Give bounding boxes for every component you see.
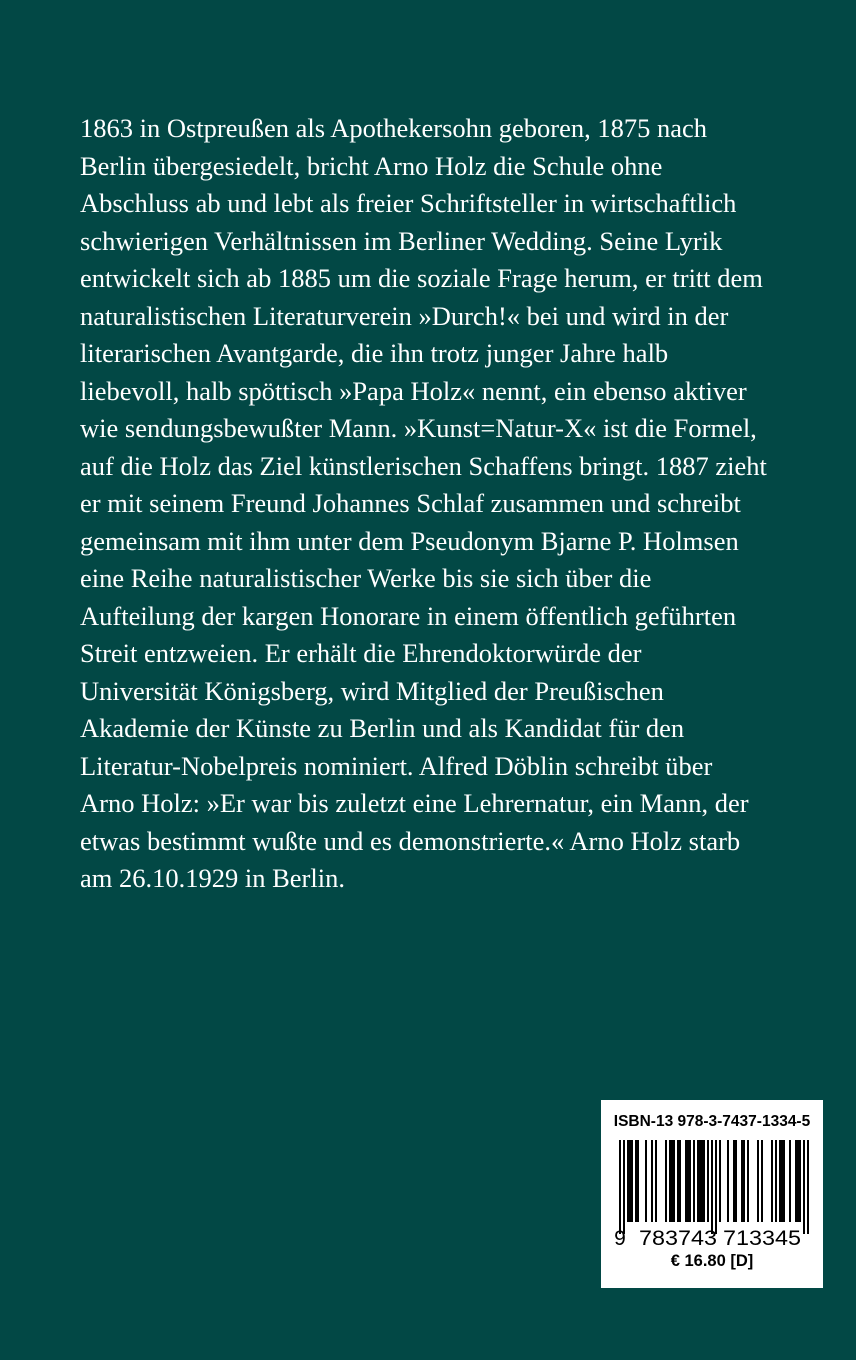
barcode-bar xyxy=(779,1140,781,1222)
barcode-bar xyxy=(789,1140,791,1222)
barcode-bar xyxy=(701,1140,703,1222)
barcode-bar xyxy=(635,1140,637,1222)
author-biography xyxy=(80,110,820,898)
biography-line: Arno Holz: »Er war bis zuletzt eine Lehrernatur, ein Mann, der xyxy=(80,788,749,818)
barcode-bar xyxy=(703,1140,705,1222)
barcode-bar xyxy=(689,1140,691,1222)
barcode-bar xyxy=(665,1140,667,1222)
barcode-bar xyxy=(627,1140,629,1222)
barcode-bar xyxy=(687,1140,689,1222)
barcode-graphic xyxy=(611,1140,813,1250)
barcode-digits-right: 713345 xyxy=(723,1227,801,1250)
barcode-bar xyxy=(781,1140,783,1222)
barcode-bar xyxy=(637,1140,639,1222)
barcode-bar xyxy=(733,1140,735,1222)
barcode-bar xyxy=(783,1140,785,1222)
biography-line: entwickelt sich ab 1885 um die soziale Frage herum, er tritt dem xyxy=(80,263,763,293)
barcode-bar xyxy=(735,1140,737,1222)
biography-line: 1863 in Ostpreußen als Apothekersohn geboren, 1875 nach xyxy=(80,113,708,143)
biography-line: liebevoll, halb spöttisch »Papa Holz« nennt, ein ebenso aktiver xyxy=(80,375,747,406)
barcode-bar xyxy=(775,1140,777,1222)
price-label: € 16.80 [D] xyxy=(670,1252,754,1270)
barcode-bar xyxy=(679,1140,681,1222)
barcode-digit-first: 9 xyxy=(614,1227,626,1250)
biography-line: Berlin übergesiedelt, bricht Arno Holz die Schule ohne xyxy=(80,150,663,181)
barcode-guard-bar xyxy=(623,1140,625,1234)
isbn-label: ISBN-13 978-3-7437-1334-5 xyxy=(613,1113,811,1130)
barcode-bar xyxy=(797,1140,799,1222)
barcode-bars xyxy=(619,1140,809,1234)
barcode-bar xyxy=(655,1140,657,1222)
barcode-bar xyxy=(757,1140,759,1222)
barcode-bar xyxy=(743,1140,745,1222)
barcode-guard-bar xyxy=(715,1140,717,1234)
barcode-guard-bar xyxy=(619,1140,621,1234)
biography-line: schwierigen Verhältnissen im Berliner Wedding. Seine Lyrik xyxy=(80,225,723,256)
barcode-bar xyxy=(741,1140,743,1222)
barcode-bar xyxy=(671,1140,673,1222)
barcode-bar xyxy=(645,1140,647,1222)
barcode-guard-bar xyxy=(803,1140,805,1234)
barcode-bar xyxy=(761,1140,763,1222)
barcode-bar xyxy=(693,1140,695,1222)
barcode-bar xyxy=(699,1140,701,1222)
biography-line: eine Reihe naturalistischer Werke bis sie sich über die xyxy=(80,563,652,593)
biography-line: naturalistischen Literaturverein »Durch!« bei und wird in der xyxy=(80,300,729,331)
barcode-bar xyxy=(707,1140,709,1222)
barcode-bar xyxy=(631,1140,633,1222)
barcode-guard-bar xyxy=(807,1140,809,1234)
biography-line: am 26.10.1929 in Berlin. xyxy=(80,863,345,893)
biography-line: Literatur-Nobelpreis nominiert. Alfred Döblin schreibt über xyxy=(80,750,713,781)
isbn-barcode-panel xyxy=(601,1100,823,1288)
biography-line: Akademie der Künste zu Berlin und als Kandidat für den xyxy=(80,713,685,743)
biography-line: er mit seinem Freund Johannes Schlaf zusammen und schreibt xyxy=(80,488,741,518)
barcode-bar xyxy=(677,1140,679,1222)
barcode-bar xyxy=(685,1140,687,1222)
barcode-bar xyxy=(795,1140,797,1222)
biography-line: Abschluss ab und lebt als freier Schriftsteller in wirtschaftlich xyxy=(80,188,737,218)
biography-line: auf die Holz das Ziel künstlerischen Schaffens bringt. 1887 zieht xyxy=(80,450,767,481)
barcode-bar xyxy=(727,1140,729,1222)
biography-line: gemeinsam mit ihm unter dem Pseudonym Bjarne P. Holmsen xyxy=(80,525,739,556)
barcode-bar xyxy=(771,1140,773,1222)
barcode-bar xyxy=(651,1140,653,1222)
biography-line: etwas bestimmt wußte und es demonstrierte.« Arno Holz starb xyxy=(80,825,741,856)
biography-line: Aufteilung der kargen Honorare in einem öffentlich geführten xyxy=(80,600,737,631)
biography-line: Streit entzweien. Er erhält die Ehrendoktorwürde der xyxy=(80,638,642,668)
barcode-bar xyxy=(669,1140,671,1222)
biography-line: literarischen Avantgarde, die ihn trotz junger Jahre halb xyxy=(80,338,669,368)
barcode-bar xyxy=(799,1140,801,1222)
biography-line: wie sendungsbewußter Mann. »Kunst=Natur-X« ist die Formel, xyxy=(80,413,757,443)
barcode-bar xyxy=(719,1140,721,1222)
barcode-bar xyxy=(673,1140,675,1222)
barcode-bar xyxy=(697,1140,699,1222)
barcode-bar xyxy=(629,1140,631,1222)
biography-line: Universität Königsberg, wird Mitglied der Preußischen xyxy=(80,675,664,706)
barcode-guard-bar xyxy=(711,1140,713,1234)
barcode-digits-left: 783743 xyxy=(639,1227,717,1250)
barcode-bar xyxy=(747,1140,749,1222)
